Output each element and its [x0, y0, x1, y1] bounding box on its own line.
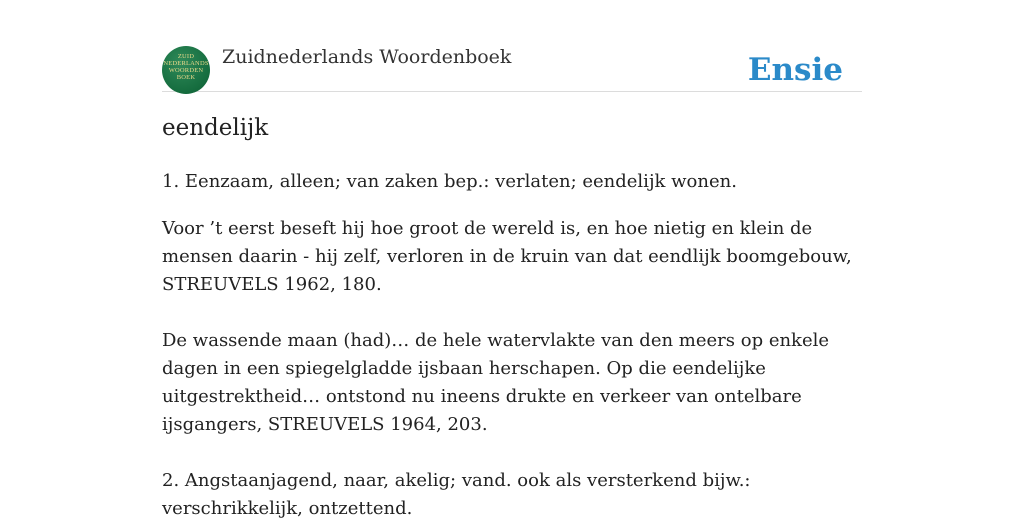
logo-line-2: NEDERLANDS	[163, 60, 209, 67]
dictionary-name-link[interactable]: Zuidnederlands Woordenboek	[222, 46, 512, 68]
logo-line-1: ZUID	[177, 53, 195, 60]
entry-body	[162, 168, 862, 523]
quote-2: De wassende maan (had)… de hele watervlakte van den meers op enkele dagen in een spiegelgladde ijsbaan herschapen. Op die eendelijke uitgestrektheid… ontstond nu ineens drukte en verkeer van ontelbare ijsgangers, STREUVELS 1964, 203.	[162, 330, 830, 435]
logo-line-3: WOORDEN	[168, 67, 204, 74]
logo-lettering	[162, 53, 210, 81]
logo-line-4: BOEK	[176, 74, 196, 81]
definition-2: 2. Angstaanjagend, naar, akelig; vand. ook als versterkend bijw.: verschrikkelijk, ontzettend.	[162, 470, 751, 519]
definition-1: 1. Eenzaam, alleen; van zaken bep.: verlaten; eendelijk wonen.	[162, 171, 737, 192]
ensie-brand-link[interactable]: Ensie	[747, 52, 843, 88]
entry-title: eendelijk	[162, 115, 269, 141]
dictionary-logo[interactable]	[162, 46, 210, 94]
quote-1: Voor ’t eerst beseft hij hoe groot de wereld is, en hoe nietig en klein de mensen daarin - hij zelf, verloren in de kruin van dat eendlijk boomgebouw, STREUVELS 1962, 180.	[162, 218, 852, 295]
site-header	[162, 42, 862, 92]
